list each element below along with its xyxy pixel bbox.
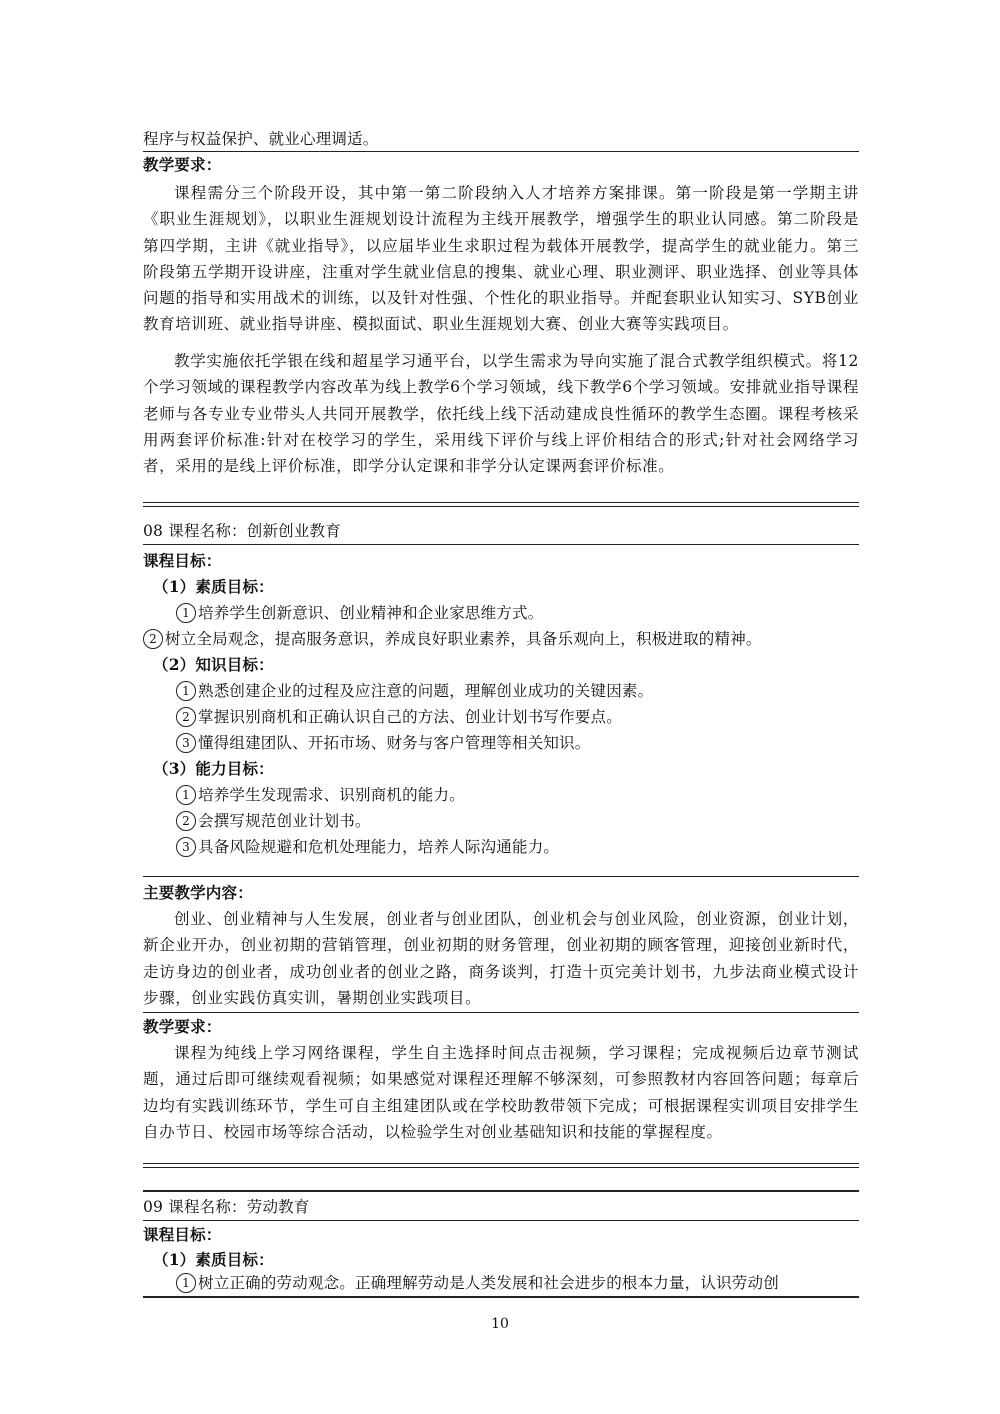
section08-content-heading: 主要教学内容： [143,883,253,902]
list-item-text: 培养学生发现需求、识别商机的能力。 [198,786,465,804]
section09-quality-heading: （1）素质目标： [153,1250,274,1269]
section09-goals-heading: 课程目标： [143,1225,222,1244]
table-rule [143,1296,859,1298]
table-double-rule [143,1163,859,1168]
section08-quality-heading: （1）素质目标： [153,577,274,596]
circled-number-icon: 2 [176,707,196,727]
section08-ability-item-3 [176,836,892,858]
section08-goals-heading: 课程目标： [143,551,222,570]
circled-number-icon: 3 [176,733,196,753]
circled-number-icon: 1 [176,1273,196,1293]
table-rule [143,1190,859,1192]
section08-ability-item-2 [176,810,892,832]
section08-quality-item-1 [176,602,892,624]
section08-requirements-heading: 教学要求： [143,1017,222,1036]
list-item-text: 熟悉创建企业的过程及应注意的问题，理解创业成功的关键因素。 [198,682,654,700]
section07-requirements-heading: 教学要求： [143,155,222,174]
list-item-text: 会撰写规范创业计划书。 [198,812,371,830]
page-number: 10 [491,1316,509,1332]
section08-knowledge-item-3 [176,732,892,754]
section08-requirements-paragraph: 课程为纯线上学习网络课程，学生自主选择时间点击视频，学习课程；完成视频后边章节测试题，通过后即可继续观看视频；如果感觉对课程还理解不够深刻，可参照教材内容回答问题；每章后边均有实践训练环节，学生可自主组建团队或在学校助教带领下完成；可根据课程实训项目安排学生自办节日、校园市场等综合活动，以检验学生对创业基础知识和技能的掌握程度。 [143,1044,859,1141]
section08-quality-item-2 [143,628,859,650]
table-rule [143,876,859,877]
section08-ability-item-1 [176,784,892,806]
circled-number-icon: 2 [143,629,163,649]
section07-requirements-paragraph-1: 课程需分三个阶段开设，其中第一第二阶段纳入人才培养方案排课。第一阶段是第一学期主讲《职业生涯规划》，以职业生涯规划设计流程为主线开展教学，增强学生的职业认同感。第二阶段是第四学期，主讲《就业指导》，以应届毕业生求职过程为载体开展教学，提高学生的就业能力。第三阶段第五学期开设讲座，注重对学生就业信息的搜集、就业心理、职业测评、职业选择、创业等具体问题的指导和实用战术的训练，以及针对性强、个性化的职业指导。并配套职业认知实习、SYB创业教育培训班、就业指导讲座、模拟面试、职业生涯规划大赛、创业大赛等实践项目。 [143,184,859,334]
list-item-text: 树立正确的劳动观念。正确理解劳动是人类发展和社会进步的根本力量，认识劳动创 [198,1274,779,1292]
circled-number-icon: 1 [176,603,196,623]
section07-requirements-paragraph-2: 教学实施依托学银在线和超星学习通平台，以学生需求为导向实施了混合式教学组织模式。将12个学习领域的课程教学内容改革为线上教学6个学习领域，线下教学6个学习领域。安排就业指导课程老师与各专业专业带头人共同开展教学，依托线上线下活动建成良性循环的教学生态圈。课程考核采用两套评价标准:针对在校学习的学生，采用线下评价与线上评价相结合的形式;针对社会网络学习者，采用的是线上评价标准，即学分认定课和非学分认定课两套评价标准。 [143,352,859,476]
section08-knowledge-item-1 [176,680,892,702]
section09-title: 09 课程名称：劳动教育 [143,1198,310,1216]
section08-knowledge-heading: （2）知识目标： [153,655,274,674]
table-rule [143,151,859,152]
list-item-text: 懂得组建团队、开拓市场、财务与客户管理等相关知识。 [198,734,591,752]
section09-quality-item-1 [176,1272,892,1294]
list-item-text: 掌握识别商机和正确认识自己的方法、创业计划书写作要点。 [198,708,622,726]
section08-ability-heading: （3）能力目标： [153,759,274,778]
table-double-rule [143,502,859,507]
circled-number-icon: 1 [176,681,196,701]
circled-number-icon: 1 [176,785,196,805]
list-item-text: 树立全局观念，提高服务意识，养成良好职业素养，具备乐观向上，积极进取的精神。 [165,630,762,648]
section08-title: 08 课程名称：创新创业教育 [143,522,341,540]
list-item-text: 具备风险规避和危机处理能力，培养人际沟通能力。 [198,838,560,856]
section08-knowledge-item-2 [176,706,892,728]
table-rule [143,1012,859,1013]
list-item-text: 培养学生创新意识、创业精神和企业家思维方式。 [198,604,544,622]
table-rule [143,544,859,545]
circled-number-icon: 3 [176,837,196,857]
section07-continued-text: 程序与权益保护、就业心理调适。 [143,130,379,148]
table-rule [143,1220,859,1221]
section08-content-paragraph: 创业、创业精神与人生发展，创业者与创业团队，创业机会与创业风险，创业资源，创业计划，新企业开办，创业初期的营销管理，创业初期的财务管理，创业初期的顾客管理，迎接创业新时代，走访身边的创业者，成功创业者的创业之路，商务谈判，打造十页完美计划书，九步法商业模式设计步骤，创业实践仿真实训，暑期创业实践项目。 [143,910,859,1007]
circled-number-icon: 2 [176,811,196,831]
